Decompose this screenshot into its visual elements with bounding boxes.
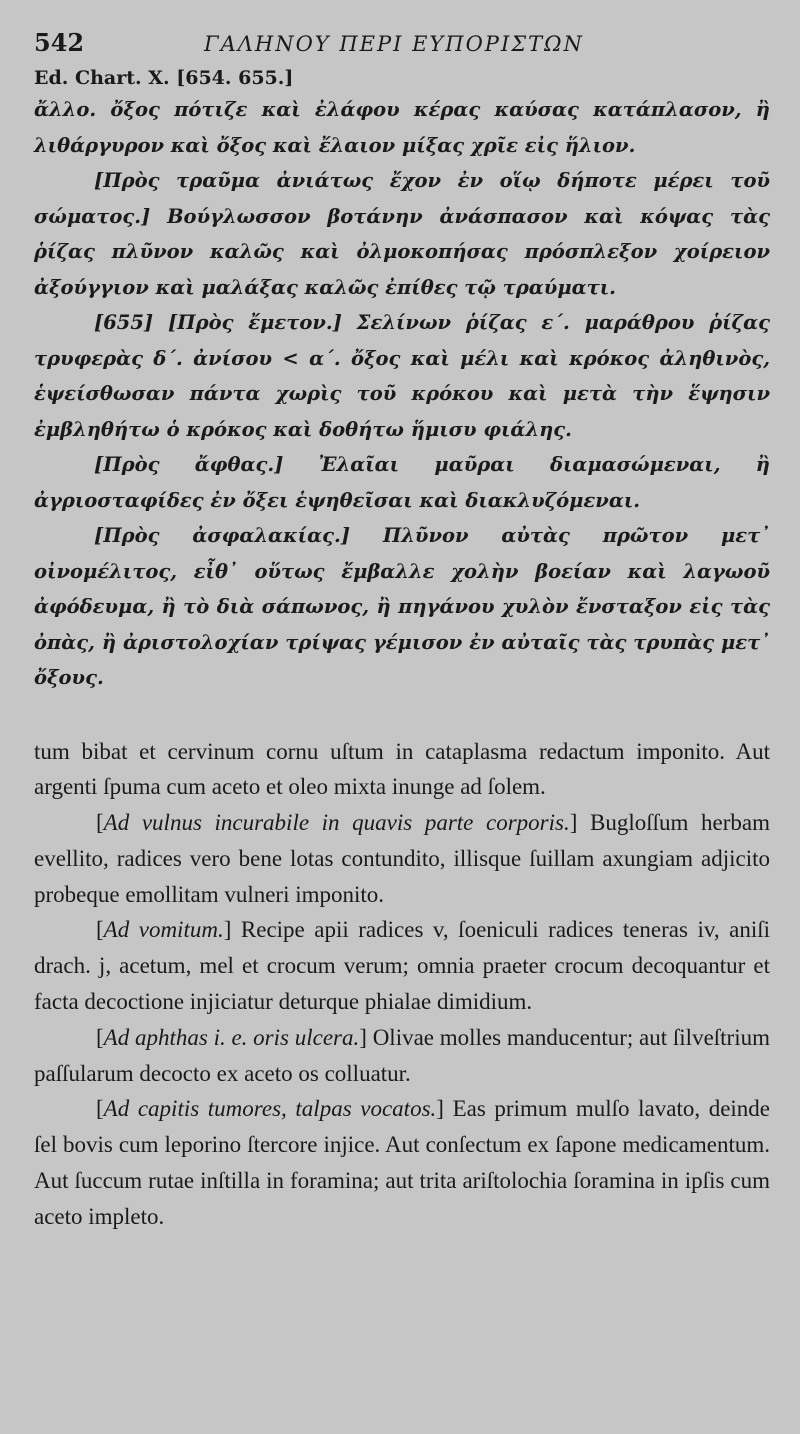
greek-paragraph xyxy=(34,447,770,518)
latin-text: tum bibat et cervinum cornu uſtum in cataplasma redactum imponito. Aut argenti ſpuma cum aceto et oleo mixta inunge ad ſolem. xyxy=(34,738,770,800)
greek-paragraph xyxy=(34,305,770,447)
greek-text-block xyxy=(34,92,770,696)
running-head: ΓΑΛΗΝΟΥ ΠΕΡΙ ΕΥΠΟΡΙΣΤΩΝ xyxy=(204,32,584,56)
greek-heading: [Πρὸς τραῦμα ἀνιάτως ἔχον ἐν οἵῳ δήποτε μέρει τοῦ σώματος.] xyxy=(34,169,770,228)
latin-text: Eas primum mulſo lavato, deinde ſel bovis cum leporino ſtercore injice. Aut conſectum ex ſapone medicamentum. Aut ſuccum rutae inſtilla in foramina; aut trita ariſtolochia ſoramina in ipſis cum aceto impleto. xyxy=(34,1096,771,1229)
latin-heading: Ad vulnus incurabile in quavis parte corporis. xyxy=(103,810,570,836)
latin-paragraph: [Ad vomitum.] Recipe apii radices v, ſoeniculi radices teneras iv, aniſi drach. j, acetum, mel et crocum verum; omnia praeter crocum decoquantur et facta decoctione injiciatur deturque phialae dimidium. xyxy=(34,917,770,1015)
latin-paragraph: [Ad vulnus incurabile in quavis parte corporis.] Bugloſſum herbam evellito, radices vero bene lotas contundito, illisque ſuillam axungiam adjicito probeque emollitam vulneri imponito. xyxy=(34,810,771,907)
latin-text-block xyxy=(34,734,770,1235)
greek-heading: [Πρὸς ἀσφαλακίας.] xyxy=(94,524,350,547)
latin-heading: Ad vomitum. xyxy=(103,917,224,943)
latin-paragraph: [Ad aphthas i. e. oris ulcera.] Olivae molles manducentur; aut ſilveſtrium paſſularum decocto ex aceto os colluatur. xyxy=(34,1024,771,1086)
latin-text: Olivae molles manducentur; aut ſilveſtrium paſſularum decocto ex aceto os colluatur. xyxy=(34,1024,771,1086)
greek-paragraph xyxy=(34,163,770,305)
edition-reference: Ed. Chart. X. [654. 655.] xyxy=(34,67,294,89)
greek-heading: [Πρὸς ἄφθας.] xyxy=(94,453,284,476)
latin-heading: Ad aphthas i. e. oris ulcera. xyxy=(103,1024,360,1050)
greek-paragraph xyxy=(34,92,770,163)
latin-text: Recipe apii radices v, ſoeniculi radices teneras iv, aniſi drach. j, acetum, mel et crocum verum; omnia praeter crocum decoquantur et facta decoctione injiciatur deturque phialae dimidium. xyxy=(34,917,770,1015)
latin-text: Bugloſſum herbam evellito, radices vero bene lotas contundito, illisque ſuillam axungiam adjicito probeque emollitam vulneri imponito. xyxy=(34,810,771,907)
page-number: 542 xyxy=(34,28,85,57)
page-header xyxy=(34,28,770,64)
page-marker: [655] xyxy=(94,311,154,334)
greek-paragraph xyxy=(34,518,770,696)
greek-text: Βούγλωσσον βοτάνην ἀνάσπασον καὶ κόψας τὰς ῥίζας πλῦνον καλῶς καὶ ὀλμοκοπήσας πρόσπλεξον χοίρειον ἀξούγγιον καὶ μαλάξας καλῶς ἐπίθες τῷ τραύματι. xyxy=(34,204,770,299)
greek-heading: [Πρὸς ἔμετον.] xyxy=(167,311,342,334)
latin-heading: Ad capitis tumores, talpas vocatos. xyxy=(103,1096,437,1122)
latin-paragraph: [Ad capitis tumores, talpas vocatos.] Eas primum mulſo lavato, deinde ſel bovis cum leporino ſtercore injice. Aut conſectum ex ſapone medicamentum. Aut ſuccum rutae inſtilla in foramina; aut trita ariſtolochia ſoramina in ipſis cum aceto impleto. xyxy=(34,1096,771,1229)
greek-text: Ἐλαῖαι μαῦραι διαμασώμεναι, ἢ ἀγριοσταφίδες ἐν ὄξει ἑψηθεῖσαι καὶ διακλυζόμεναι. xyxy=(34,453,770,512)
greek-text: ἄλλο. ὄξος πότιζε καὶ ἐλάφου κέρας καύσας κατάπλασον, ἢ λιθάργυρον καὶ ὄξος καὶ ἔλαιον μίξας χρῖε εἰς ἥλιον. xyxy=(34,98,770,157)
greek-text: Σελίνων ῥίζας ε΄. μαράθρου ῥίζας τρυφερὰς δ΄. ἀνίσου < α΄. ὄξος καὶ μέλι καὶ κρόκος ἀληθινὸς, ἑψείσθωσαν πάντα χωρὶς τοῦ κρόκου καὶ μετὰ τὴν ἕψησιν ἐμβληθήτω ὁ κρόκος καὶ δοθήτω ἥμισυ φιάλης. xyxy=(34,311,770,441)
latin-paragraph xyxy=(34,734,770,806)
greek-text: Πλῦνον αὐτὰς πρῶτον μετ᾽ οἰνομέλιτος, εἶθ᾽ οὕτως ἔμβαλλε χολὴν βοείαν καὶ λαγωοῦ ἀφόδευμα, ἢ τὸ διὰ σάπωνος, ἢ πηγάνου χυλὸν ἔνσταξον εἰς τὰς ὀπὰς, ἢ ἀριστολοχίαν τρίψας γέμισον ἐν αὐταῖς τὰς τρυπὰς μετ᾽ ὄξους. xyxy=(34,524,770,689)
